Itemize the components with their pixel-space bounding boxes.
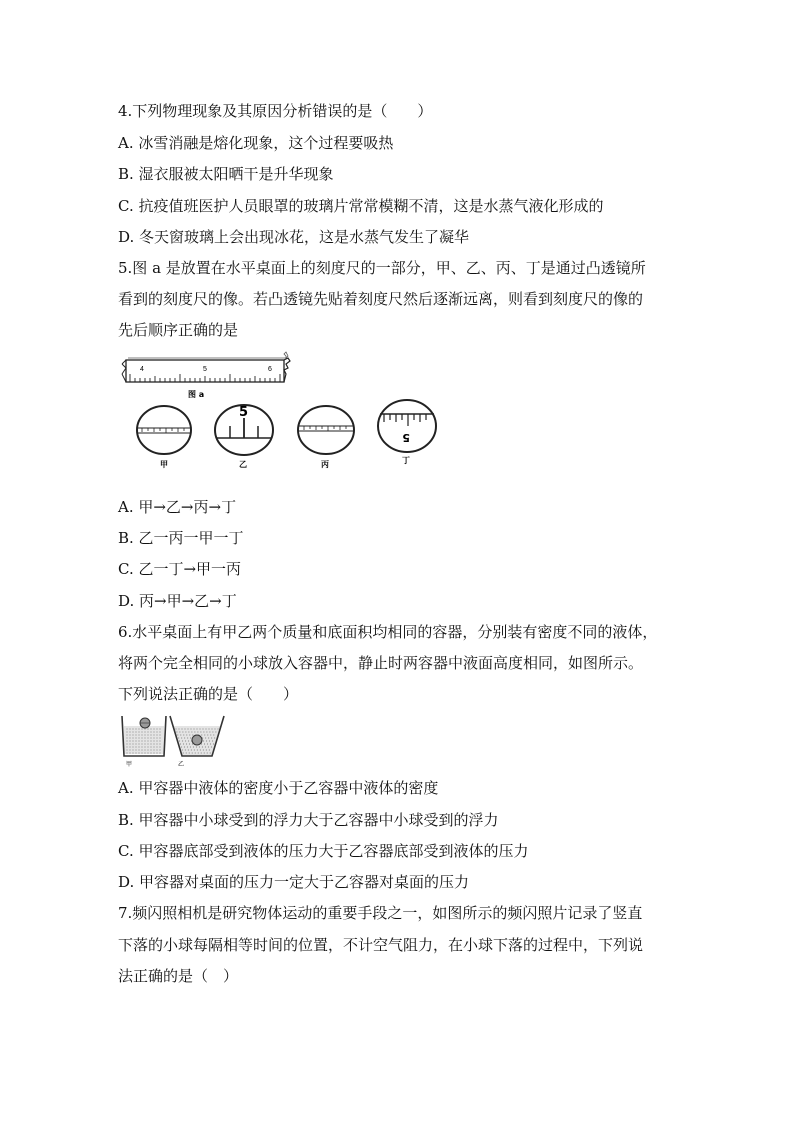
liquid-dot bbox=[180, 744, 181, 745]
liquid-dot bbox=[207, 753, 208, 754]
liquid-dot bbox=[136, 729, 137, 730]
liquid-dot bbox=[192, 753, 193, 754]
liquid-dot bbox=[142, 753, 143, 754]
q5-ruler-lens-figure bbox=[118, 346, 448, 476]
liquid-dot bbox=[136, 732, 137, 733]
liquid-dot bbox=[184, 747, 185, 748]
liquid-dot bbox=[183, 753, 184, 754]
liquid-dot bbox=[151, 750, 152, 751]
liquid-dot bbox=[205, 738, 206, 739]
liquid-dot bbox=[148, 750, 149, 751]
ruler-tick-label: 4 bbox=[140, 366, 144, 373]
liquid-dot bbox=[185, 729, 186, 730]
liquid-dot bbox=[151, 732, 152, 733]
liquid-dot bbox=[194, 750, 195, 751]
liquid-dot bbox=[184, 738, 185, 739]
liquid-dot bbox=[200, 750, 201, 751]
ruler-tick-label: 6 bbox=[268, 366, 272, 373]
liquid-dot bbox=[215, 732, 216, 733]
liquid-dot bbox=[201, 753, 202, 754]
liquid-dot bbox=[151, 747, 152, 748]
liquid-dot bbox=[127, 750, 128, 751]
liquid-dot bbox=[133, 738, 134, 739]
liquid-dot bbox=[160, 738, 161, 739]
liquid-dot bbox=[157, 744, 158, 745]
liquid-dot bbox=[139, 729, 140, 730]
liquid-dot bbox=[215, 729, 216, 730]
liquid-dot bbox=[154, 750, 155, 751]
liquid-dot bbox=[201, 744, 202, 745]
q5-option-c: C. 乙一丁→甲一丙 bbox=[118, 560, 242, 578]
liquid-dot bbox=[130, 741, 131, 742]
liquid-dot bbox=[213, 735, 214, 736]
liquid-dot bbox=[133, 753, 134, 754]
liquid-dot bbox=[133, 750, 134, 751]
q6-stem-line-3: 下列说法正确的是（ ） bbox=[118, 685, 299, 703]
q4-option-c: C. 抗疫值班医护人员眼罩的玻璃片常常模糊不清，这是水蒸气液化形成的 bbox=[118, 197, 604, 215]
liquid-dot bbox=[188, 750, 189, 751]
liquid-dot bbox=[200, 732, 201, 733]
liquid-dot bbox=[197, 750, 198, 751]
lens-bing bbox=[298, 406, 354, 469]
liquid-dot bbox=[133, 732, 134, 733]
liquid-dot bbox=[212, 729, 213, 730]
liquid-dot bbox=[212, 741, 213, 742]
q5-stem-line-3: 先后顺序正确的是 bbox=[118, 321, 239, 339]
liquid-dot bbox=[210, 744, 211, 745]
liquid-dot bbox=[203, 729, 204, 730]
liquid-dot bbox=[176, 732, 177, 733]
liquid-dot bbox=[148, 735, 149, 736]
liquid-dot bbox=[188, 732, 189, 733]
liquid-dot bbox=[130, 732, 131, 733]
lens-label: 丙 bbox=[321, 460, 329, 469]
liquid-dot bbox=[136, 744, 137, 745]
q6-stem-line-1: 6.水平桌面上有甲乙两个质量和底面积均相同的容器，分别装有密度不同的液体， bbox=[118, 623, 658, 641]
q4-option-d: D. 冬天窗玻璃上会出现冰花，这是水蒸气发生了凝华 bbox=[118, 228, 470, 246]
liquid-dot bbox=[197, 729, 198, 730]
liquid-dot bbox=[206, 750, 207, 751]
liquid-dot bbox=[133, 735, 134, 736]
liquid-dot bbox=[160, 750, 161, 751]
liquid-dot bbox=[181, 747, 182, 748]
liquid-dot bbox=[148, 729, 149, 730]
liquid-dot bbox=[127, 729, 128, 730]
liquid-dot bbox=[157, 741, 158, 742]
liquid-dot bbox=[160, 732, 161, 733]
liquid-dot bbox=[151, 753, 152, 754]
q4-option-b: B. 湿衣服被太阳晒干是升华现象 bbox=[118, 165, 334, 183]
liquid-dot bbox=[130, 729, 131, 730]
liquid-dot bbox=[182, 729, 183, 730]
liquid-dot bbox=[183, 744, 184, 745]
liquid-dot bbox=[197, 732, 198, 733]
liquid-dot bbox=[203, 741, 204, 742]
q4-stem: 4.下列物理现象及其原因分析错误的是（ ） bbox=[118, 102, 433, 120]
liquid-dot bbox=[200, 729, 201, 730]
liquid-dot bbox=[212, 732, 213, 733]
liquid-dot bbox=[186, 735, 187, 736]
liquid-dot bbox=[151, 741, 152, 742]
liquid-dot bbox=[176, 729, 177, 730]
liquid-dot bbox=[136, 735, 137, 736]
liquid-dot bbox=[160, 729, 161, 730]
liquid-dot bbox=[157, 747, 158, 748]
liquid-dot bbox=[182, 741, 183, 742]
liquid-dot bbox=[127, 753, 128, 754]
q5-stem-line-2: 看到的刻度尺的像。若凸透镜先贴着刻度尺然后逐渐远离，则看到刻度尺的像的 bbox=[118, 290, 644, 308]
liquid-dot bbox=[189, 735, 190, 736]
liquid-dot bbox=[151, 744, 152, 745]
liquid-dot bbox=[206, 741, 207, 742]
liquid-dot bbox=[188, 729, 189, 730]
q6-option-d: D. 甲容器对桌面的压力一定大于乙容器对桌面的压力 bbox=[118, 873, 470, 891]
liquid-dot bbox=[130, 753, 131, 754]
liquid-dot bbox=[127, 732, 128, 733]
liquid-dot bbox=[136, 738, 137, 739]
liquid-dot bbox=[145, 753, 146, 754]
liquid-dot bbox=[193, 747, 194, 748]
liquid-dot bbox=[189, 753, 190, 754]
liquid-dot bbox=[198, 753, 199, 754]
liquid-dot bbox=[145, 732, 146, 733]
liquid-dot bbox=[186, 753, 187, 754]
liquid-dot bbox=[179, 741, 180, 742]
ruler-figure-a bbox=[122, 352, 294, 399]
liquid-dot bbox=[179, 729, 180, 730]
liquid-dot bbox=[206, 729, 207, 730]
liquid-dot bbox=[136, 750, 137, 751]
liquid-dot bbox=[142, 729, 143, 730]
liquid-dot bbox=[154, 735, 155, 736]
liquid-dot bbox=[145, 735, 146, 736]
liquid-dot bbox=[130, 735, 131, 736]
liquid-dot bbox=[183, 735, 184, 736]
lens-jia bbox=[137, 406, 191, 469]
liquid-dot bbox=[192, 744, 193, 745]
liquid-dot bbox=[204, 735, 205, 736]
liquid-dot bbox=[187, 738, 188, 739]
liquid-dot bbox=[157, 735, 158, 736]
liquid-dot bbox=[187, 747, 188, 748]
liquid-dot bbox=[148, 747, 149, 748]
liquid-dot bbox=[142, 741, 143, 742]
liquid-dot bbox=[202, 747, 203, 748]
liquid-dot bbox=[199, 747, 200, 748]
liquid-dot bbox=[204, 753, 205, 754]
liquid-dot bbox=[145, 741, 146, 742]
liquid-dot bbox=[142, 750, 143, 751]
liquid-dot bbox=[154, 738, 155, 739]
liquid-dot bbox=[151, 735, 152, 736]
liquid-dot bbox=[178, 738, 179, 739]
liquid-dot bbox=[130, 738, 131, 739]
liquid-dot bbox=[139, 732, 140, 733]
liquid-dot bbox=[180, 735, 181, 736]
liquid-dot bbox=[185, 732, 186, 733]
liquid-dot bbox=[211, 738, 212, 739]
liquid-dot bbox=[151, 738, 152, 739]
liquid-dot bbox=[127, 741, 128, 742]
liquid-dot bbox=[203, 750, 204, 751]
liquid-dot bbox=[148, 741, 149, 742]
liquid-dot bbox=[145, 729, 146, 730]
liquid-dot bbox=[191, 729, 192, 730]
liquid-dot bbox=[207, 744, 208, 745]
liquid-dot bbox=[182, 750, 183, 751]
q6-containers-figure bbox=[118, 712, 228, 772]
liquid-dot bbox=[177, 735, 178, 736]
liquid-dot bbox=[154, 729, 155, 730]
liquid-dot bbox=[142, 747, 143, 748]
liquid-dot bbox=[139, 744, 140, 745]
liquid-dot bbox=[130, 744, 131, 745]
liquid-dot bbox=[160, 735, 161, 736]
liquid-dot bbox=[157, 753, 158, 754]
liquid-dot bbox=[151, 729, 152, 730]
liquid-dot bbox=[139, 753, 140, 754]
liquid-dot bbox=[154, 747, 155, 748]
q6-option-b: B. 甲容器中小球受到的浮力大于乙容器中小球受到的浮力 bbox=[118, 811, 499, 829]
lens-digit: 5 bbox=[239, 405, 249, 420]
liquid-dot bbox=[160, 744, 161, 745]
liquid-dot bbox=[204, 744, 205, 745]
liquid-dot bbox=[127, 735, 128, 736]
liquid-dot bbox=[142, 735, 143, 736]
liquid-dot bbox=[145, 747, 146, 748]
liquid-dot bbox=[194, 732, 195, 733]
liquid-dot bbox=[148, 732, 149, 733]
liquid-dot bbox=[214, 738, 215, 739]
q7-stem-line-2: 下落的小球每隔相等时间的位置，不计空气阻力，在小球下落的过程中，下列说 bbox=[118, 936, 644, 954]
liquid-dot bbox=[189, 744, 190, 745]
liquid-dot bbox=[133, 744, 134, 745]
liquid-dot bbox=[208, 738, 209, 739]
liquid-dot bbox=[209, 732, 210, 733]
liquid-dot bbox=[139, 735, 140, 736]
liquid-dot bbox=[209, 729, 210, 730]
liquid-dot bbox=[148, 744, 149, 745]
lens-label: 丁 bbox=[402, 456, 410, 465]
liquid-dot bbox=[218, 729, 219, 730]
container-yi bbox=[170, 716, 224, 768]
liquid-dot bbox=[133, 729, 134, 730]
liquid-dot bbox=[136, 747, 137, 748]
liquid-dot bbox=[142, 738, 143, 739]
liquid-dot bbox=[208, 747, 209, 748]
lens-label: 甲 bbox=[160, 460, 168, 469]
liquid-dot bbox=[207, 735, 208, 736]
liquid-dot bbox=[211, 747, 212, 748]
liquid-dot bbox=[139, 750, 140, 751]
liquid-dot bbox=[179, 732, 180, 733]
liquid-dot bbox=[127, 738, 128, 739]
liquid-dot bbox=[185, 741, 186, 742]
liquid-dot bbox=[154, 744, 155, 745]
liquid-dot bbox=[182, 732, 183, 733]
lens-ding bbox=[378, 400, 436, 465]
q6-option-c: C. 甲容器底部受到液体的压力大于乙容器底部受到液体的压力 bbox=[118, 842, 529, 860]
liquid-dot bbox=[160, 747, 161, 748]
liquid-dot bbox=[130, 747, 131, 748]
liquid-dot bbox=[154, 741, 155, 742]
liquid-dot bbox=[210, 753, 211, 754]
liquid-dot bbox=[194, 729, 195, 730]
liquid-dot bbox=[157, 750, 158, 751]
liquid-dot bbox=[133, 741, 134, 742]
ruler-caption: 图 a bbox=[188, 390, 205, 399]
liquid-dot bbox=[139, 747, 140, 748]
liquid-dot bbox=[157, 732, 158, 733]
liquid-dot bbox=[145, 744, 146, 745]
liquid-dot bbox=[145, 750, 146, 751]
liquid-dot bbox=[139, 741, 140, 742]
ruler-tick-label: 5 bbox=[203, 366, 207, 373]
q5-stem-line-1: 5.图 a 是放置在水平桌面上的刻度尺的一部分，甲、乙、丙、丁是通过凸透镜所 bbox=[118, 259, 646, 277]
liquid-dot bbox=[186, 744, 187, 745]
liquid-dot bbox=[213, 744, 214, 745]
q5-option-b: B. 乙一丙一甲一丁 bbox=[118, 529, 244, 547]
lens-label: 乙 bbox=[239, 460, 247, 469]
liquid-dot bbox=[148, 738, 149, 739]
liquid-dot bbox=[190, 738, 191, 739]
liquid-dot bbox=[188, 741, 189, 742]
q5-option-a: A. 甲→乙→丙→丁 bbox=[118, 498, 237, 516]
q7-stem-line-1: 7.频闪照相机是研究物体运动的重要手段之一，如图所示的频闪照片记录了竖直 bbox=[118, 904, 643, 922]
container-label: 甲 bbox=[126, 761, 133, 768]
q7-stem-line-3: 法正确的是（ ） bbox=[118, 967, 239, 985]
lens-digit: 5 bbox=[402, 431, 410, 444]
q5-option-d: D. 丙→甲→乙→丁 bbox=[118, 592, 237, 610]
liquid-dot bbox=[205, 747, 206, 748]
liquid-dot bbox=[136, 753, 137, 754]
liquid-dot bbox=[206, 732, 207, 733]
liquid-dot bbox=[142, 732, 143, 733]
liquid-dot bbox=[154, 753, 155, 754]
liquid-dot bbox=[133, 747, 134, 748]
liquid-dot bbox=[142, 744, 143, 745]
liquid-dot bbox=[202, 738, 203, 739]
liquid-dot bbox=[209, 750, 210, 751]
liquid-dot bbox=[192, 735, 193, 736]
liquid-dot bbox=[201, 735, 202, 736]
liquid-dot bbox=[148, 753, 149, 754]
liquid-dot bbox=[157, 738, 158, 739]
liquid-dot bbox=[181, 738, 182, 739]
q6-stem-line-2: 将两个完全相同的小球放入容器中，静止时两容器中液面高度相同，如图所示。 bbox=[118, 654, 644, 672]
liquid-dot bbox=[160, 741, 161, 742]
liquid-dot bbox=[139, 738, 140, 739]
liquid-dot bbox=[136, 741, 137, 742]
container-jia bbox=[122, 716, 166, 768]
liquid-dot bbox=[185, 750, 186, 751]
liquid-dot bbox=[160, 753, 161, 754]
lens-yi bbox=[215, 405, 273, 469]
liquid-dot bbox=[195, 753, 196, 754]
liquid-dot bbox=[209, 741, 210, 742]
liquid-dot bbox=[127, 744, 128, 745]
liquid-dot bbox=[127, 747, 128, 748]
q4-option-a: A. 冰雪消融是熔化现象，这个过程要吸热 bbox=[118, 134, 394, 152]
liquid-dot bbox=[154, 732, 155, 733]
q6-option-a: A. 甲容器中液体的密度小于乙容器中液体的密度 bbox=[118, 779, 439, 797]
container-label: 乙 bbox=[178, 761, 185, 768]
liquid-dot bbox=[210, 735, 211, 736]
liquid-dot bbox=[157, 729, 158, 730]
liquid-dot bbox=[190, 747, 191, 748]
liquid-dot bbox=[130, 750, 131, 751]
liquid-dot bbox=[203, 732, 204, 733]
liquid-dot bbox=[191, 732, 192, 733]
liquid-dot bbox=[145, 738, 146, 739]
liquid-dot bbox=[191, 750, 192, 751]
liquid-dot bbox=[196, 747, 197, 748]
